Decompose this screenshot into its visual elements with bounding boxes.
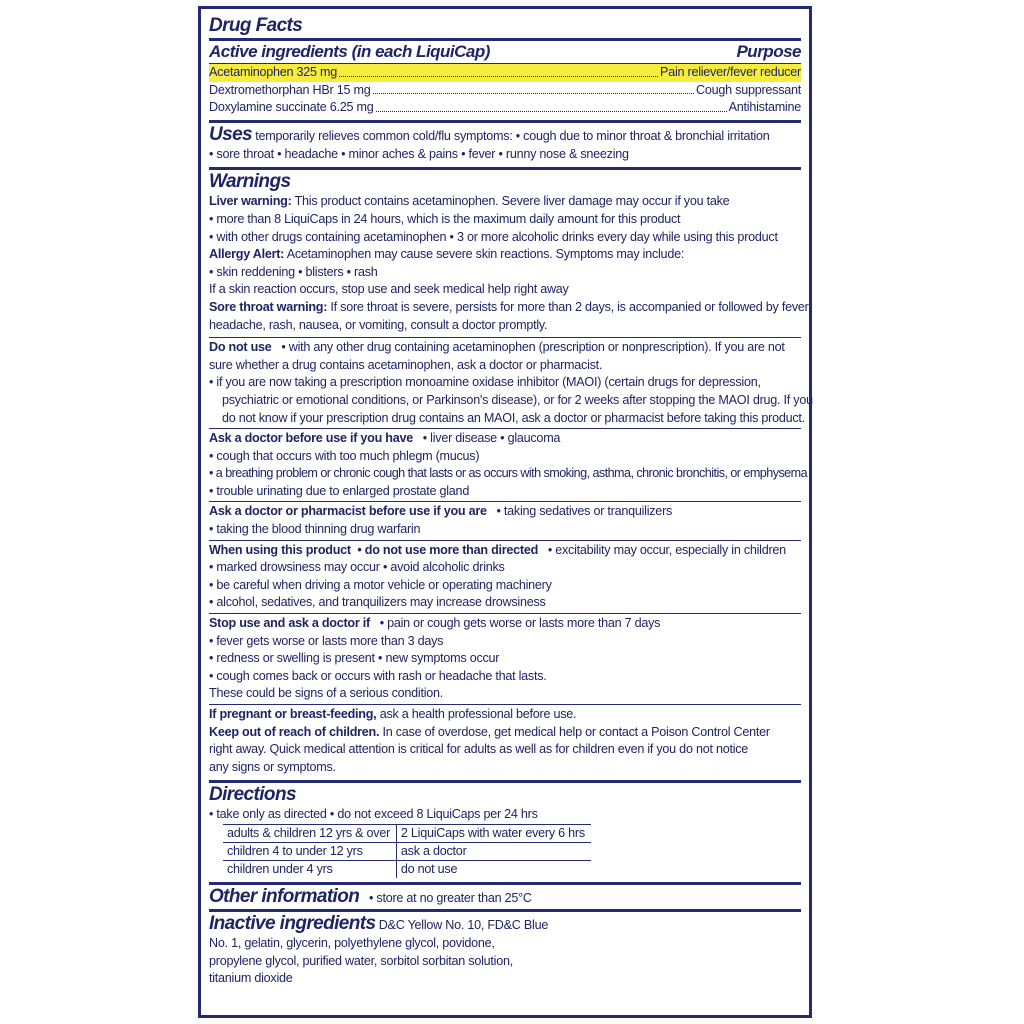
stop-use-text: • pain or cough gets worse or lasts more than 7 days <box>379 616 661 631</box>
directions-section <box>209 783 801 879</box>
ask-doctor-text: • cough that occurs with too much phlegm (mucus) <box>209 448 480 463</box>
inactive-ingredients-text: titanium dioxide <box>209 971 293 986</box>
stop-use-text: • cough comes back or occurs with rash or headache that lasts. <box>209 668 547 683</box>
pregnant-label: If pregnant or breast-feeding, <box>209 707 377 721</box>
other-information-section <box>209 885 801 909</box>
when-using-text: • alcohol, sedatives, and tranquilizers may increase drowsiness <box>209 595 546 610</box>
do-not-use-text: • with any other drug containing acetaminophen (prescription or nonprescription). If you are not <box>281 340 785 355</box>
ask-pharmacist-label: Ask a doctor or pharmacist before use if you are <box>209 504 487 519</box>
active-ingredient-row <box>209 99 801 117</box>
ingredient-purpose: Cough suppressant <box>696 82 801 97</box>
warning-text: headache, rash, nausea, or vomiting, consult a doctor promptly. <box>209 317 548 332</box>
ingredient-name: Dextromethorphan HBr 15 mg <box>209 82 371 97</box>
warnings-heading: Warnings <box>209 171 291 193</box>
keep-out-text: right away. Quick medical attention is critical for adults as well as for children even if you do not notice <box>209 742 749 757</box>
keep-out-text: any signs or symptoms. <box>209 759 336 774</box>
ask-doctor-text: • a breathing problem or chronic cough that lasts or as occurs with smoking, asthma, chronic bronchitis, or emphysema <box>209 466 808 481</box>
drug-facts-panel <box>198 6 812 1018</box>
stop-use-label: Stop use and ask a doctor if <box>209 616 370 631</box>
ask-pharmacist-text: • taking sedatives or tranquilizers <box>496 504 673 519</box>
when-using-text: • excitability may occur, especially in children <box>547 542 786 557</box>
dosage-amount: do not use <box>396 860 591 878</box>
dosage-table <box>223 824 591 878</box>
keep-out-label: Keep out of reach of children. <box>209 724 380 739</box>
ingredient-purpose: Antihistamine <box>728 100 801 115</box>
dosage-amount: ask a doctor <box>396 842 591 860</box>
stop-use-section <box>209 614 801 704</box>
directions-heading: Directions <box>209 784 296 806</box>
sore-throat-text: If sore throat is severe, persists for more than 2 days, is accompanied or followed by fever, <box>330 299 812 314</box>
table-row <box>223 842 591 860</box>
do-not-use-text: • if you are now taking a prescription monoamine oxidase inhibitor (MAOI) (certain drugs for depression, <box>209 375 761 390</box>
do-not-use-section <box>209 338 813 428</box>
sore-throat-label: Sore throat warning: <box>209 299 328 314</box>
when-using-text: • be careful when driving a motor vehicle or operating machinery <box>209 577 552 592</box>
stop-use-text: • fever gets worse or lasts more than 3 days <box>209 633 444 648</box>
allergy-alert-label: Allergy Alert: <box>209 247 285 262</box>
ask-doctor-label: Ask a doctor before use if you have <box>209 431 414 446</box>
dosage-who: children under 4 yrs <box>223 860 396 878</box>
inactive-ingredients-heading: Inactive ingredients <box>209 912 376 934</box>
warning-bullet: • more than 8 LiquiCaps in 24 hours, which is the maximum daily amount for this product <box>209 211 681 226</box>
inactive-ingredients-text: D&C Yellow No. 10, FD&C Blue <box>378 917 549 932</box>
do-not-use-text: psychiatric or emotional conditions, or Parkinson's disease), or for 2 weeks after stopping the MAOI drug. If you <box>222 392 813 407</box>
ask-doctor-section <box>209 429 808 501</box>
active-ingredients-heading: Active ingredients (in each LiquiCap) <box>209 42 490 61</box>
leader-dots <box>339 64 658 77</box>
warning-bullet: • with other drugs containing acetaminophen • 3 or more alcoholic drinks every day while using this product <box>209 229 778 244</box>
liver-warning-label: Liver warning: <box>209 194 292 209</box>
stop-use-text: These could be signs of a serious condition. <box>209 686 444 701</box>
leader-dots <box>373 82 695 95</box>
do-not-use-text: sure whether a drug contains acetaminophen, ask a doctor or pharmacist. <box>209 357 603 372</box>
drug-facts-title: Drug Facts <box>209 15 303 36</box>
purpose-heading: Purpose <box>736 42 801 61</box>
dosage-amount: 2 LiquiCaps with water every 6 hrs <box>396 824 591 842</box>
table-row <box>223 824 591 842</box>
warning-text: If a skin reaction occurs, stop use and seek medical help right away <box>209 282 569 297</box>
when-using-section <box>209 541 801 613</box>
ask-pharmacist-section <box>209 502 801 539</box>
ingredient-purpose: Pain reliever/fever reducer <box>660 65 801 79</box>
do-not-use-text: do not know if your prescription drug contains an MAOI, ask a doctor or pharmacist before taking this product. <box>222 410 805 425</box>
do-not-use-label: Do not use <box>209 340 272 355</box>
other-information-heading: Other information <box>209 885 360 907</box>
allergy-alert-text: Acetaminophen may cause severe skin reactions. Symptoms may include: <box>286 247 685 262</box>
dosage-who: adults & children 12 yrs & over <box>223 824 396 842</box>
uses-line: temporarily relieves common cold/flu symptoms: • cough due to minor throat & bronchial irritation <box>255 128 770 143</box>
inactive-ingredients-text: propylene glycol, purified water, sorbitol sorbitan solution, <box>209 953 513 968</box>
drug-facts-content <box>209 9 813 1015</box>
active-ingredient-row <box>209 82 801 100</box>
directions-text: • take only as directed • do not exceed 8 LiquiCaps per 24 hrs <box>209 807 538 822</box>
uses-heading: Uses <box>209 123 253 145</box>
liver-warning-text: This product contains acetaminophen. Severe liver damage may occur if you take <box>294 194 730 209</box>
inactive-ingredients-section <box>209 912 801 989</box>
ingredient-name: Acetaminophen 325 mg <box>209 65 338 79</box>
keep-out-text: In case of overdose, get medical help or contact a Poison Control Center <box>382 724 770 739</box>
uses-section <box>209 123 801 165</box>
warning-bullet: • skin reddening • blisters • rash <box>209 264 378 279</box>
pregnant-text: ask a health professional before use. <box>379 707 577 721</box>
when-using-label: When using this product <box>209 542 351 557</box>
stop-use-text: • redness or swelling is present • new symptoms occur <box>209 651 500 666</box>
warnings-section <box>209 170 812 335</box>
dosage-who: children 4 to under 12 yrs <box>223 842 396 860</box>
active-ingredients-header <box>209 41 801 63</box>
active-ingredient-row <box>209 64 801 82</box>
when-using-label-2: • do not use more than directed <box>357 542 539 557</box>
when-using-text: • marked drowsiness may occur • avoid alcoholic drinks <box>209 560 505 575</box>
leader-dots <box>376 99 727 112</box>
table-row <box>223 860 591 878</box>
uses-line: • sore throat • headache • minor aches & pains • fever • runny nose & sneezing <box>209 146 629 161</box>
other-information-text: • store at no greater than 25°C <box>369 890 532 905</box>
ask-doctor-text: • liver disease • glaucoma <box>422 431 561 446</box>
pregnancy-section <box>209 705 801 777</box>
inactive-ingredients-text: No. 1, gelatin, glycerin, polyethylene glycol, povidone, <box>209 935 495 950</box>
ask-doctor-text: • trouble urinating due to enlarged prostate gland <box>209 483 470 498</box>
ask-pharmacist-text: • taking the blood thinning drug warfarin <box>209 522 421 537</box>
ingredient-name: Doxylamine succinate 6.25 mg <box>209 100 374 115</box>
